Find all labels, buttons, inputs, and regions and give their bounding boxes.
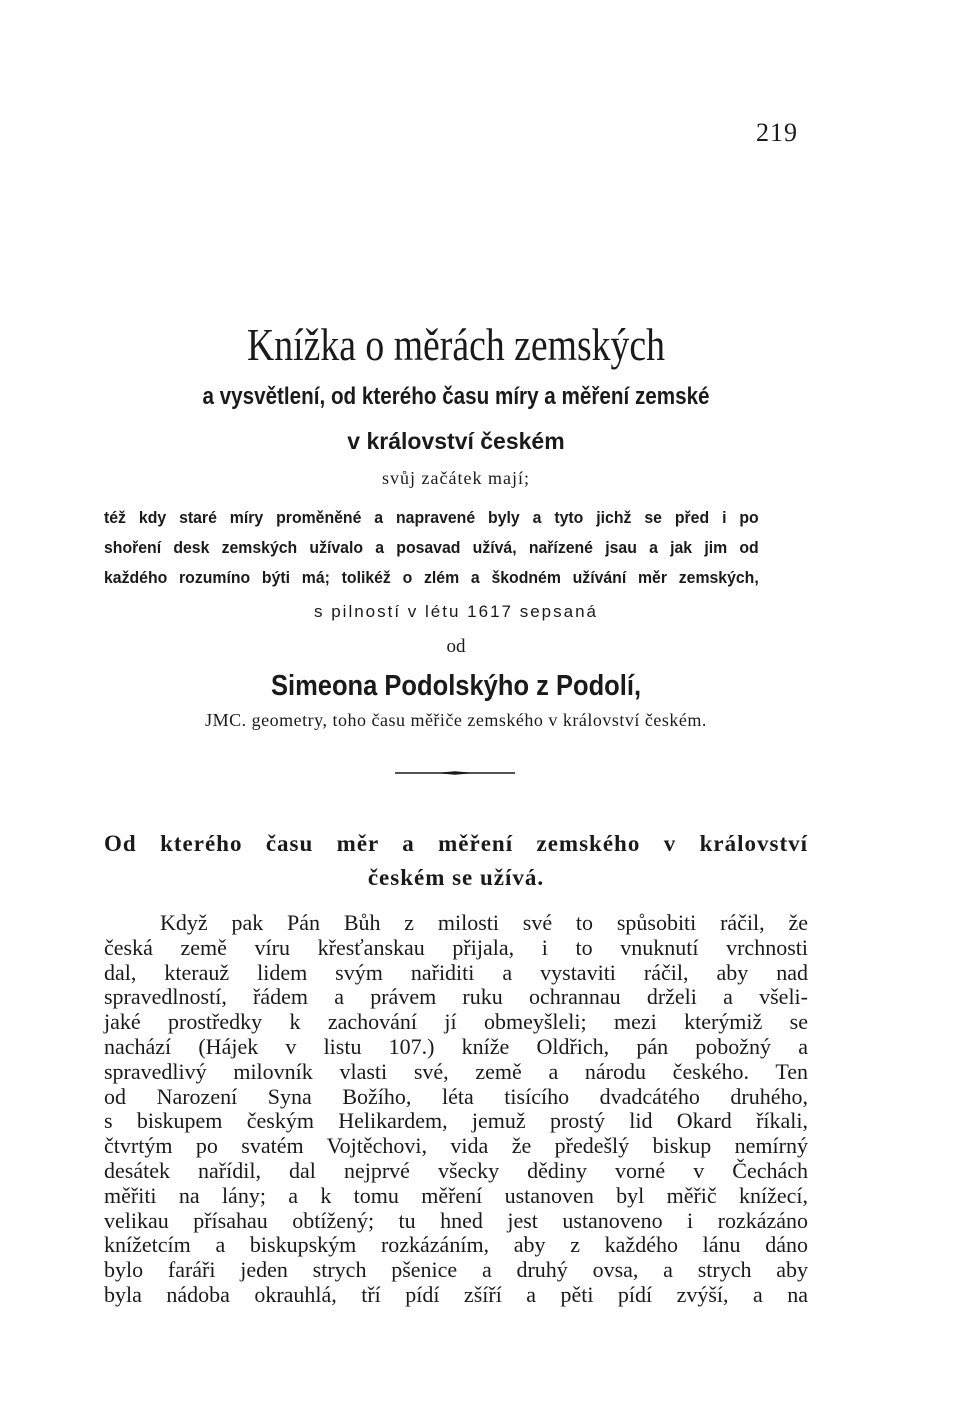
page-title: Knížka o měrách zemských xyxy=(247,319,665,370)
body-line: bylo faráři jeden strych pšenice a druhý ovsa, a strych aby xyxy=(104,1257,808,1283)
body-line: nachází (Hájek v listu 107.) kníže Oldřich, pán pobožný a xyxy=(104,1033,808,1059)
page-number: 219 xyxy=(756,118,798,147)
body-line: spravedlností, řádem a právem ruku ochrannau drželi a všeli- xyxy=(104,984,808,1010)
intro-paragraph-line-3 xyxy=(104,563,759,593)
subtitle-line-3: svůj začátek mají; xyxy=(382,468,530,488)
body-line: měřiti na lány; a k tomu měření ustanoven byl měřič knížecí, xyxy=(104,1182,808,1208)
body-line: česká země víru křesťanskau přijala, i to vnuknutí vrchnosti xyxy=(104,934,808,960)
author-role: JMC. geometry, toho času měřiče zemského v království českém. xyxy=(205,710,707,730)
intro-line: též kdy staré míry proměněné a napravené byly a tyto jichž se před i po xyxy=(104,508,759,527)
body-paragraph xyxy=(104,911,808,1308)
body-line: byla nádoba okrauhlá, tří pídí zšíří a pěti pídí zvýší, a na xyxy=(104,1281,808,1307)
written-note: s pilností v létu 1617 sepsaná xyxy=(314,602,598,621)
body-line: velikau přísahau obtížený; tu hned jest ustanoveno i rozkázáno xyxy=(104,1207,808,1233)
intro-paragraph-line-2 xyxy=(104,533,759,563)
od-line: od xyxy=(446,636,466,657)
body-line: spravedlivý milovník vlasti své, země a národu českého. Ten xyxy=(104,1058,808,1084)
subtitle-line-2: v království českém xyxy=(347,428,565,454)
body-line: knížetcím a biskupským rozkázáním, aby z každého lánu dáno xyxy=(104,1232,808,1258)
author-name: Simeona Podolskýho z Podolí, xyxy=(270,670,642,702)
section-heading-line-1: Od kterého času měr a měření zemského v království xyxy=(104,831,808,856)
ornamental-divider xyxy=(395,771,515,775)
intro-line: každého rozumíno býti má; tolikéž o zlém a škodném užívání měr zemských, xyxy=(104,568,759,587)
body-line: desátek nařídil, dal nejprvé všecky dědiny vorné v Čechách xyxy=(104,1157,808,1183)
body-line: Když pak Pán Bůh z milosti své to spůsobiti ráčil, že xyxy=(160,910,808,935)
intro-line: shoření desk zemských užívalo a posavad užívá, nařízené jsau a jak jim od xyxy=(104,538,759,557)
section-heading xyxy=(104,827,808,895)
body-line: jaké prostředky k zachování jí obmeyšleli; mezi kterýmiž se xyxy=(104,1009,808,1035)
body-line: s biskupem českým Helikardem, jemuž prostý lid Okard říkali, xyxy=(104,1108,808,1134)
intro-paragraph-line-1 xyxy=(104,503,759,533)
subtitle-line-1: a vysvětlení, od kterého času míry a měření zemské xyxy=(202,383,710,410)
body-line: dal, kterauž lidem svým nařiditi a vystaviti ráčil, aby nad xyxy=(104,959,808,985)
body-line: čtvrtým po svatém Vojtěchovi, vida že předešlý biskup nemírný xyxy=(104,1133,808,1159)
section-heading-line-2: českém se užívá. xyxy=(367,865,545,890)
body-line: od Narození Syna Božího, léta tisícího dvadcátého druhého, xyxy=(104,1083,808,1109)
